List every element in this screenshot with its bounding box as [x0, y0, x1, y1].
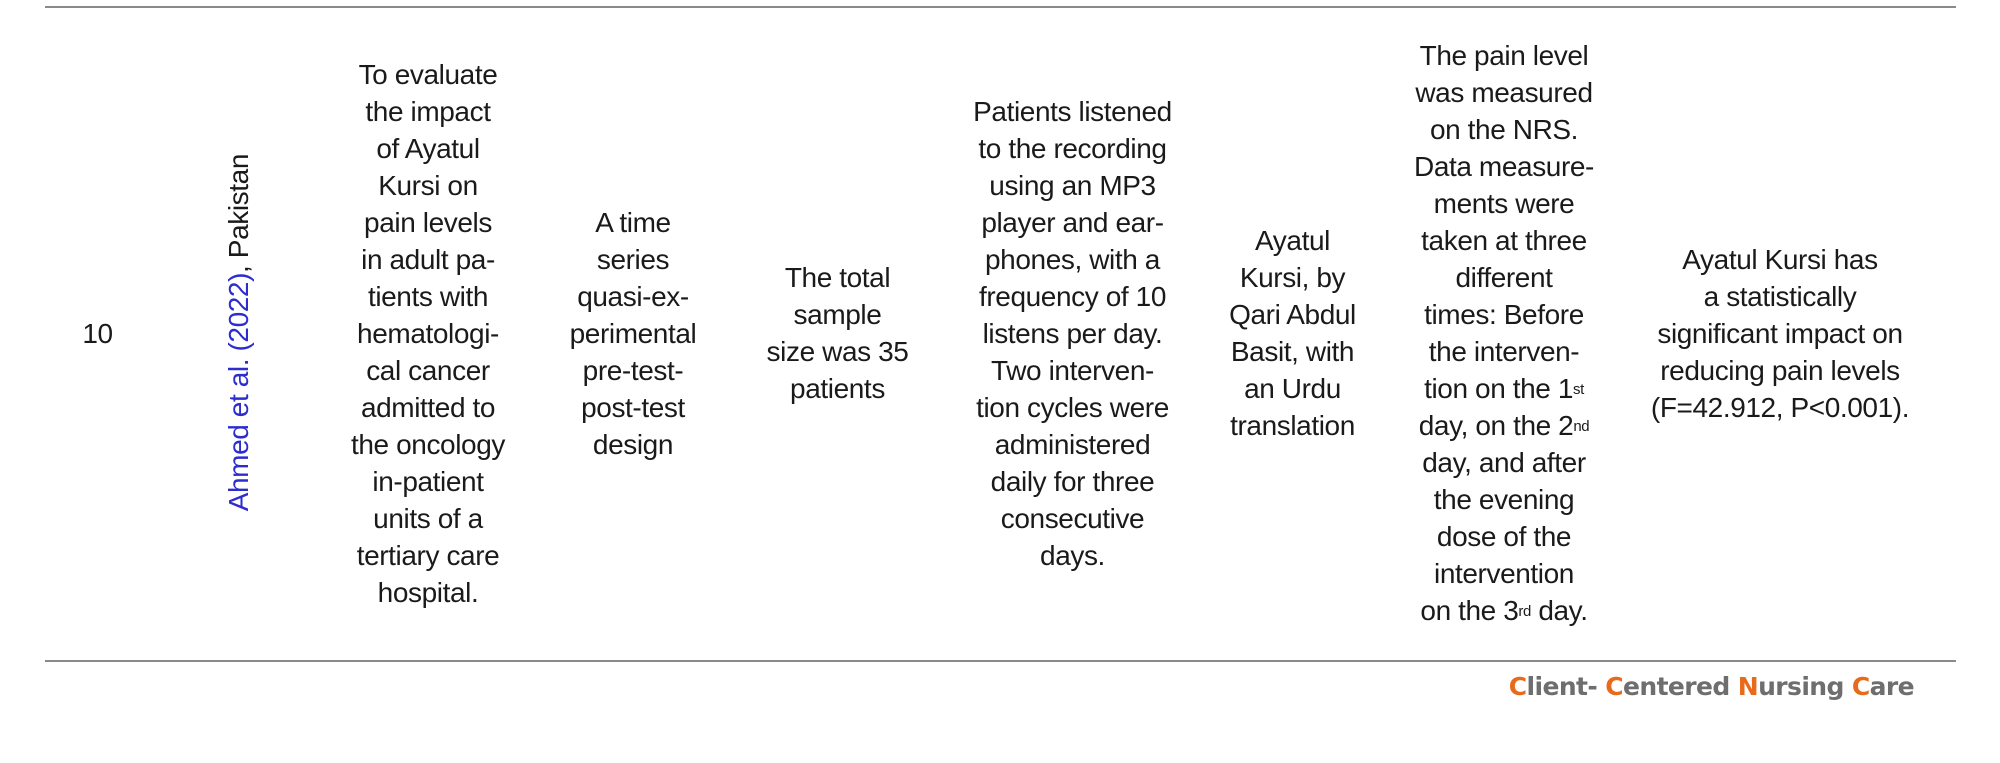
- measurement-line: times: Before: [1424, 299, 1584, 330]
- measurement-line: The pain level: [1419, 40, 1589, 71]
- intervention-line: using an MP3: [989, 169, 1156, 201]
- measurement-line: intervention: [1434, 558, 1574, 589]
- aim-line: units of a: [373, 502, 483, 534]
- design-line: quasi-ex-: [577, 280, 689, 312]
- result-cell: [1630, 10, 1930, 656]
- tool-line: Qari Abdul: [1229, 299, 1356, 330]
- logo-letter-c: C: [1605, 672, 1624, 701]
- intervention-cell: [960, 10, 1185, 656]
- tool-line: Basit, with: [1230, 336, 1355, 367]
- logo-letter-n: N: [1737, 672, 1759, 701]
- ordinal-suffix: rd: [1518, 603, 1531, 620]
- aim-line: Kursi on: [378, 169, 478, 201]
- result-line: significant impact on: [1657, 317, 1903, 349]
- logo-text: entered: [1623, 672, 1738, 701]
- aim-line: admitted to: [360, 391, 496, 423]
- sample-line: The total: [784, 262, 891, 293]
- row-number-cell: [60, 10, 135, 656]
- result-line: (F=42.912, P<0.001).: [1650, 391, 1910, 423]
- design-line: post-test: [581, 391, 685, 423]
- intervention-line: tion cycles were: [976, 391, 1169, 423]
- sample-line: size was 35: [766, 336, 909, 367]
- table-top-rule: [45, 6, 1956, 8]
- intervention-line: Two interven-: [991, 354, 1154, 386]
- intervention-line: listens per day.: [982, 317, 1163, 349]
- intervention-line: daily for three: [990, 465, 1155, 497]
- intervention-line: administered: [994, 428, 1151, 460]
- logo-letter-c: C: [1508, 672, 1527, 701]
- result-line: reducing pain levels: [1660, 354, 1900, 386]
- tool-line: an Urdu: [1244, 373, 1341, 404]
- intervention-line: consecutive: [1000, 502, 1145, 534]
- tool-text: [1229, 222, 1356, 444]
- design-line: pre-test-: [582, 354, 684, 386]
- aim-text: [351, 56, 505, 611]
- ordinal-suffix: st: [1573, 381, 1584, 398]
- design-text: [570, 204, 697, 463]
- intervention-line: frequency of 10: [978, 280, 1166, 312]
- country-label: Pakistan: [223, 154, 254, 259]
- logo-text: lient-: [1526, 672, 1606, 701]
- aim-line: To evaluate: [358, 58, 498, 90]
- design-line: A time: [595, 206, 671, 238]
- aim-line: tertiary care: [356, 539, 500, 571]
- aim-line: hospital.: [377, 576, 479, 608]
- aim-line: cal cancer: [366, 354, 490, 386]
- measurement-line: the evening: [1433, 484, 1575, 515]
- tool-line: Ayatul: [1255, 225, 1330, 256]
- logo-text: ursing: [1758, 672, 1852, 701]
- measurement-line: day, on the 2: [1418, 410, 1574, 441]
- measurement-line: on the 3: [1420, 595, 1519, 626]
- tool-line: translation: [1230, 410, 1355, 441]
- intervention-line: player and ear-: [981, 206, 1164, 238]
- aim-line: tients with: [367, 280, 489, 312]
- result-line: Ayatul Kursi has: [1682, 243, 1878, 275]
- intervention-text: [973, 93, 1172, 574]
- measurement-line: tion on the 1: [1424, 373, 1574, 404]
- intervention-line: phones, with a: [985, 243, 1160, 275]
- result-line: a statistically: [1703, 280, 1857, 312]
- measurement-line-end: day.: [1530, 595, 1588, 626]
- design-line: perimental: [569, 317, 697, 349]
- design-line: series: [596, 243, 670, 275]
- measurement-line: taken at three: [1421, 225, 1587, 256]
- country-separator: ,: [223, 258, 254, 274]
- result-text: [1651, 241, 1909, 426]
- measurement-text: [1414, 37, 1594, 629]
- measurement-line: ments were: [1433, 188, 1575, 219]
- row-number: 10: [82, 317, 113, 349]
- design-line: design: [592, 428, 674, 460]
- citation-link[interactable]: Ahmed et al. (2022): [223, 273, 254, 512]
- tool-line: Kursi, by: [1239, 262, 1346, 293]
- sample-cell: [745, 10, 930, 656]
- measurement-cell: [1400, 10, 1608, 656]
- measurement-line: was measured: [1415, 77, 1593, 108]
- intervention-line: to the recording: [978, 132, 1167, 164]
- author-country-cell: [200, 10, 278, 656]
- sample-line: sample: [793, 299, 882, 330]
- sample-text: [767, 259, 909, 407]
- aim-line: the impact: [365, 95, 491, 127]
- author-country-rotated: [222, 154, 256, 511]
- sample-line: patients: [790, 373, 885, 404]
- measurement-line: different: [1455, 262, 1553, 293]
- intervention-line: Patients listened: [973, 95, 1172, 127]
- measurement-line: day, and after: [1422, 447, 1586, 478]
- aim-cell: [333, 10, 523, 656]
- aim-line: in-patient: [372, 465, 484, 497]
- design-cell: [553, 10, 713, 656]
- aim-line: the oncology: [351, 428, 505, 460]
- logo-letter-c: C: [1851, 672, 1870, 701]
- table-bottom-rule: [45, 660, 1956, 662]
- aim-line: hematologi-: [357, 317, 499, 349]
- journal-footer-logo: [1509, 672, 1914, 701]
- measurement-line: the interven-: [1428, 336, 1580, 367]
- ordinal-suffix: nd: [1573, 418, 1590, 435]
- measurement-line: dose of the: [1436, 521, 1572, 552]
- logo-text: are: [1869, 672, 1914, 701]
- measurement-line: Data measure-: [1414, 151, 1594, 182]
- measurement-line: on the NRS.: [1429, 114, 1579, 145]
- aim-line: of Ayatul: [376, 132, 480, 164]
- aim-line: in adult pa-: [361, 243, 495, 275]
- intervention-line: days.: [1040, 539, 1105, 571]
- aim-line: pain levels: [364, 206, 492, 238]
- tool-cell: [1210, 10, 1375, 656]
